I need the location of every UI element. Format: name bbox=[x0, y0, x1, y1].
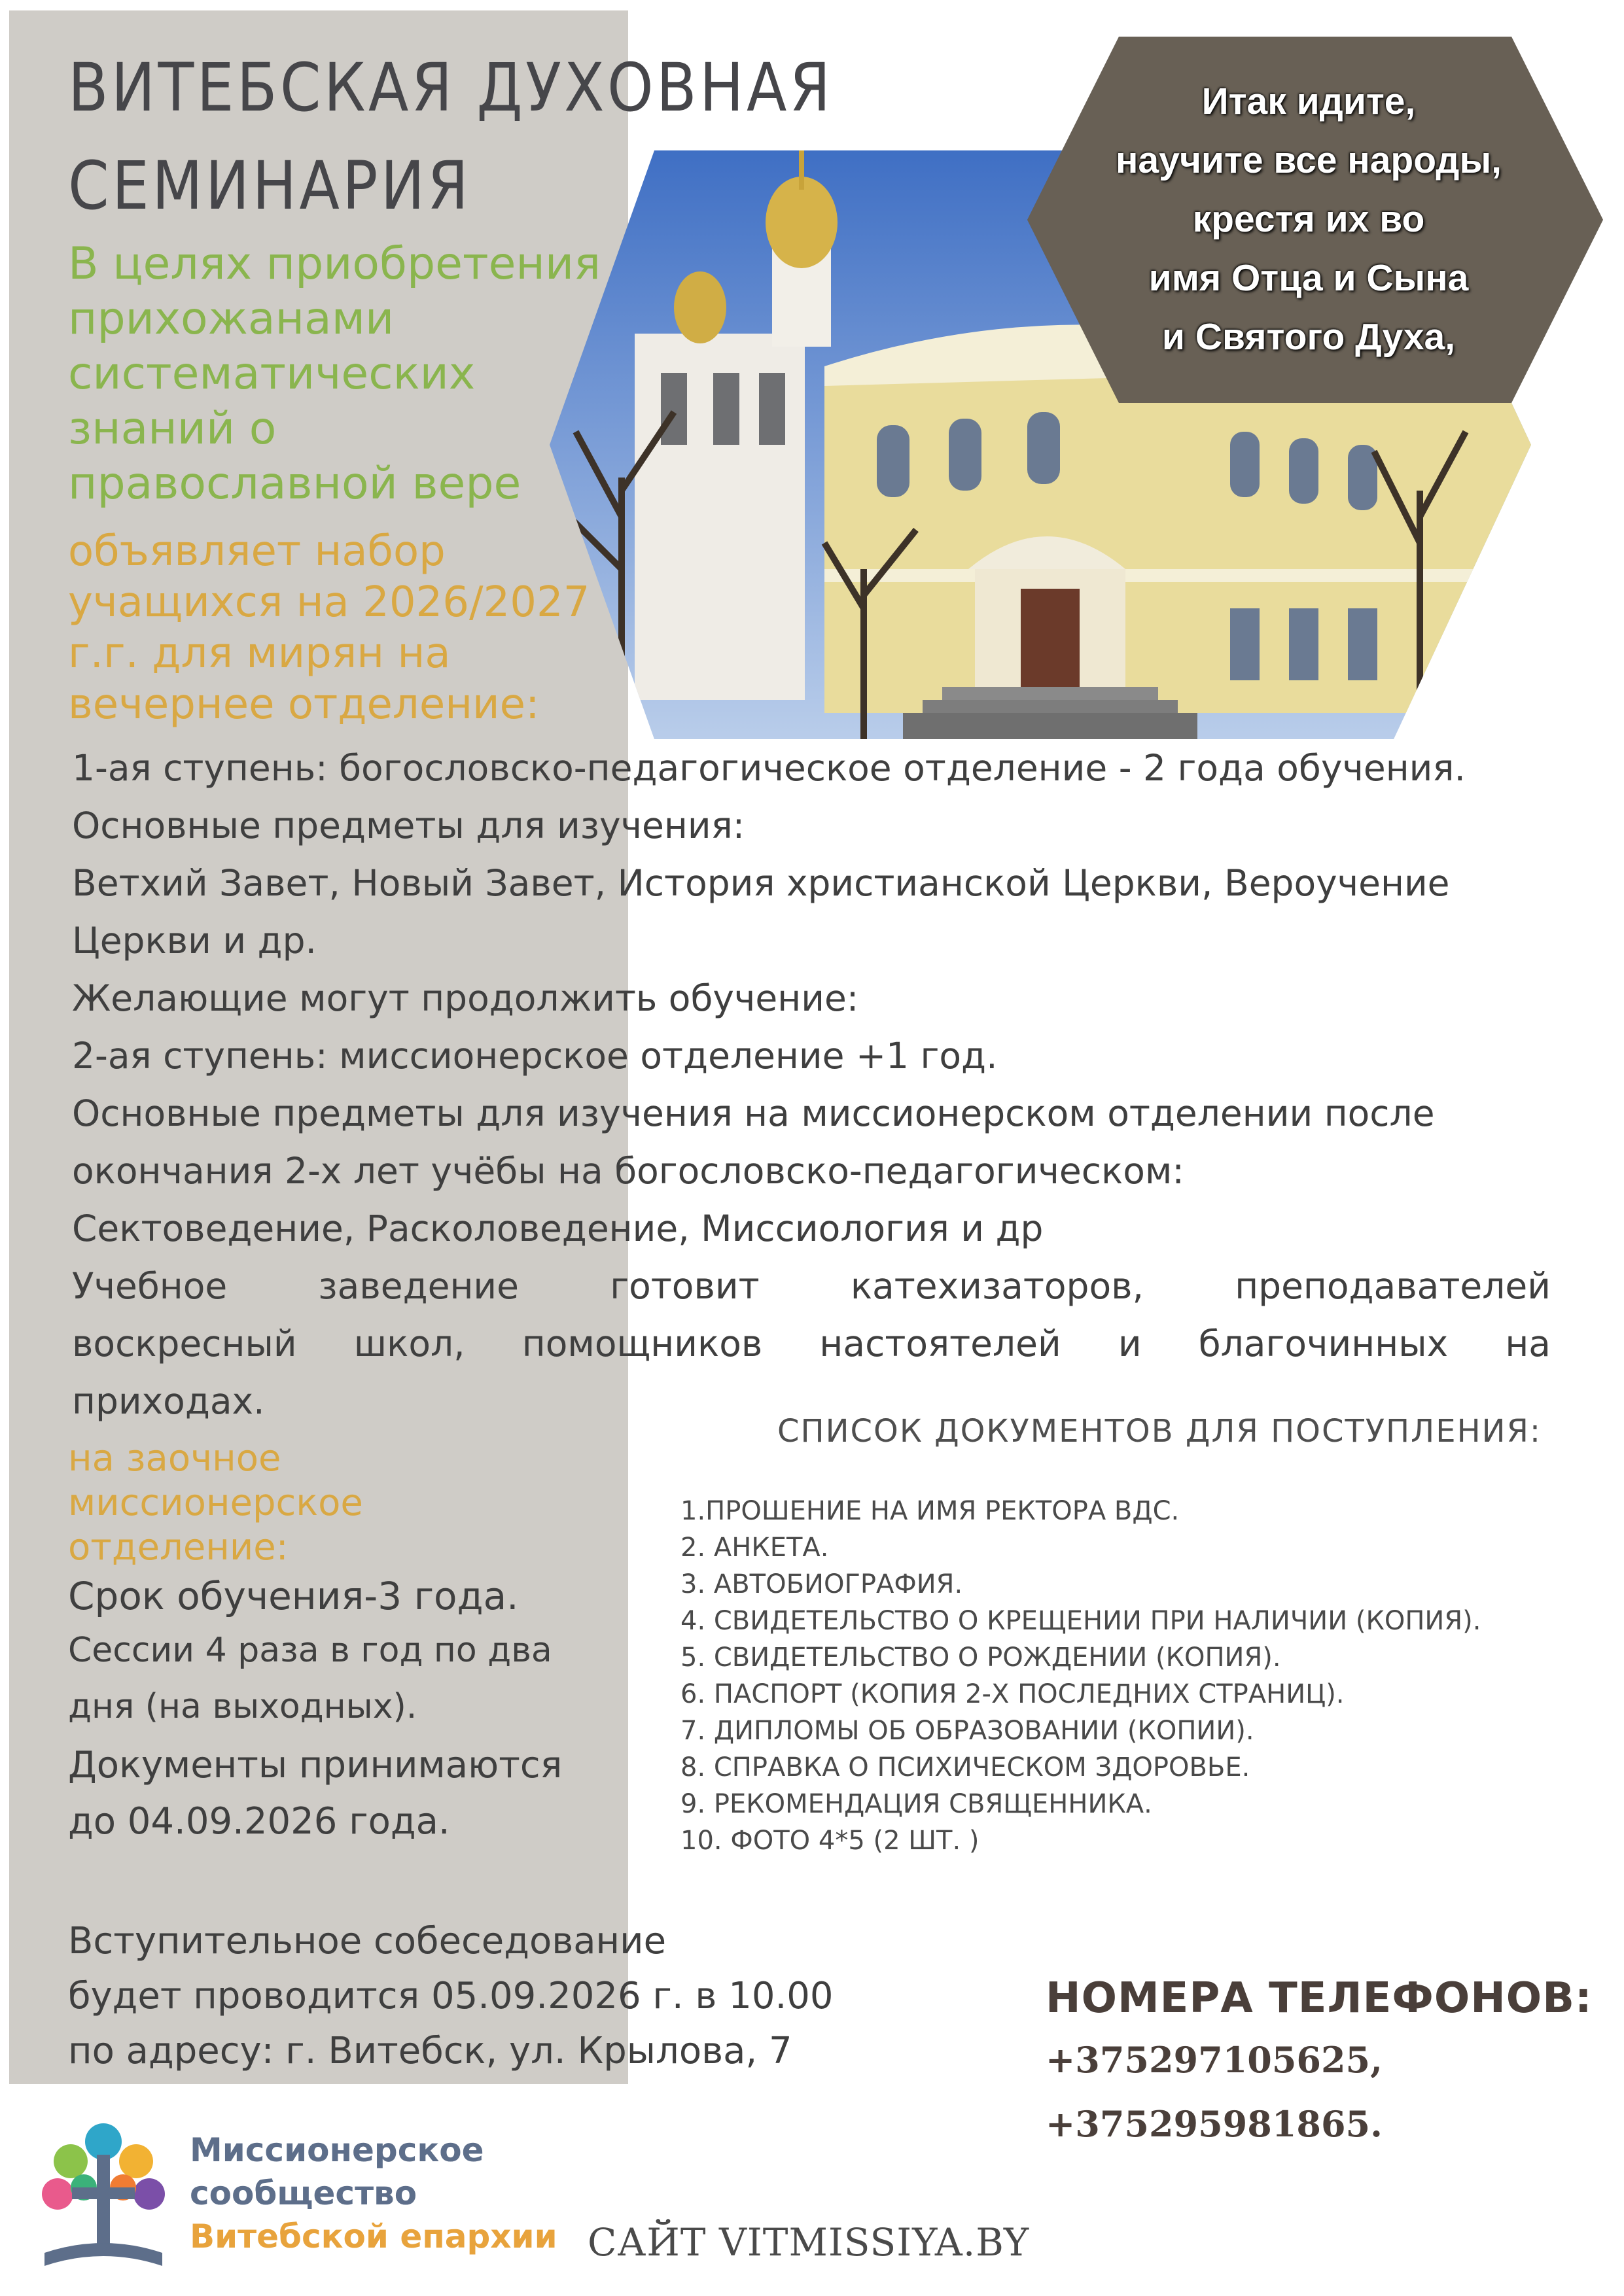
list-item: 2. АНКЕТА. bbox=[680, 1533, 829, 1563]
list-item: 5. СВИДЕТЕЛЬСТВО О РОЖДЕНИИ (КОПИЯ). bbox=[680, 1643, 1281, 1673]
documents-list bbox=[680, 1493, 1481, 1859]
subjects-list-1: Ветхий Завет, Новый Завет, История христианской Церкви, Вероучение Церкви и др. bbox=[72, 862, 1450, 962]
sessions-line-2: дня (на выходных). bbox=[68, 1687, 417, 1726]
prepares-line-1: Учебное заведение готовит катехизаторов, преподавателей bbox=[72, 1265, 1551, 1307]
list-item: 3. АВТОБИОГРАФИЯ. bbox=[680, 1569, 963, 1599]
list-item: 10. ФОТО 4*5 (2 ШТ. ) bbox=[680, 1826, 980, 1856]
interview-info: Вступительное собеседование будет проводится 05.09.2026 г. в 10.00 по адресу: г. Витебск, ул. Крылова, 7 bbox=[68, 1920, 834, 2072]
bible-quote: Итак идите, научите все народы, крестя их во имя Отца и Сына и Святого Духа, bbox=[1116, 80, 1502, 358]
page-title: ВИТЕБСКАЯ ДУХОВНАЯ СЕМИНАРИЯ bbox=[68, 49, 834, 225]
list-item: 7. ДИПЛОМЫ ОБ ОБРАЗОВАНИИ (КОПИИ). bbox=[680, 1716, 1254, 1746]
stage2-text: 2-ая ступень: миссионерское отделение +1 год. bbox=[72, 1035, 998, 1077]
prepares-line-2: воскресный школ, помощников настоятелей и благочинных на bbox=[72, 1323, 1551, 1365]
correspondence-details bbox=[68, 1570, 644, 1735]
subjects-list-2: Сектоведение, Расколоведение, Миссиология и др bbox=[72, 1208, 1044, 1249]
sessions-line-1: Сессии 4 раза в год по два bbox=[68, 1631, 552, 1670]
documents-title: СПИСОК ДОКУМЕНТОВ ДЛЯ ПОСТУПЛЕНИЯ: bbox=[777, 1413, 1542, 1450]
list-item: 6. ПАСПОРТ (КОПИЯ 2-Х ПОСЛЕДНИХ СТРАНИЦ). bbox=[680, 1679, 1345, 1709]
intro-purpose: В целях приобретения прихожанами систематических знаний о православной вере bbox=[68, 238, 601, 510]
tree-cross-book-icon bbox=[31, 2115, 175, 2279]
list-item: 1.ПРОШЕНИЕ НА ИМЯ РЕКТОРА ВДС. bbox=[680, 1496, 1180, 1526]
correspondence-heading: на заочное миссионерское отделение: bbox=[68, 1437, 363, 1569]
organization-name: Миссионерское сообщество Витебской епархии bbox=[190, 2131, 557, 2255]
subjects-heading-1: Основные предметы для изучения: bbox=[72, 805, 745, 846]
prepares-line-3: приходах. bbox=[72, 1380, 265, 1422]
phone-number: +375297105625, bbox=[1046, 2039, 1383, 2081]
subjects-heading-2: Основные предметы для изучения на миссионерском отделении после окончания 2-х лет учёбы на богословско-педагогическом: bbox=[72, 1092, 1435, 1192]
documents-deadline: Документы принимаются до 04.09.2026 года. bbox=[68, 1744, 563, 1843]
stage1-text: 1-ая ступень: богословско-педагогическое отделение - 2 года обучения. bbox=[72, 747, 1466, 789]
website-link[interactable]: САЙТ VITMISSIYA.BY bbox=[588, 2220, 1030, 2265]
continue-text: Желающие могут продолжить обучение: bbox=[72, 977, 859, 1019]
phones-title: НОМЕРА ТЕЛЕФОНОВ: bbox=[1046, 1974, 1593, 2023]
phone-numbers bbox=[1046, 1969, 1593, 2156]
list-item: 9. РЕКОМЕНДАЦИЯ СВЯЩЕННИКА. bbox=[680, 1789, 1152, 1819]
study-term: Срок обучения-3 года. bbox=[68, 1574, 519, 1618]
list-item: 4. СВИДЕТЕЛЬСТВО О КРЕЩЕНИИ ПРИ НАЛИЧИИ (КОПИЯ). bbox=[680, 1606, 1481, 1636]
intro-announcement: объявляет набор учащихся на 2026/2027 г.г. для мирян на вечернее отделение: bbox=[68, 527, 590, 729]
program-description bbox=[72, 739, 1551, 1430]
list-item: 8. СПРАВКА О ПСИХИЧЕСКОМ ЗДОРОВЬЕ. bbox=[680, 1752, 1250, 1783]
phone-number: +375295981865. bbox=[1046, 2103, 1383, 2145]
